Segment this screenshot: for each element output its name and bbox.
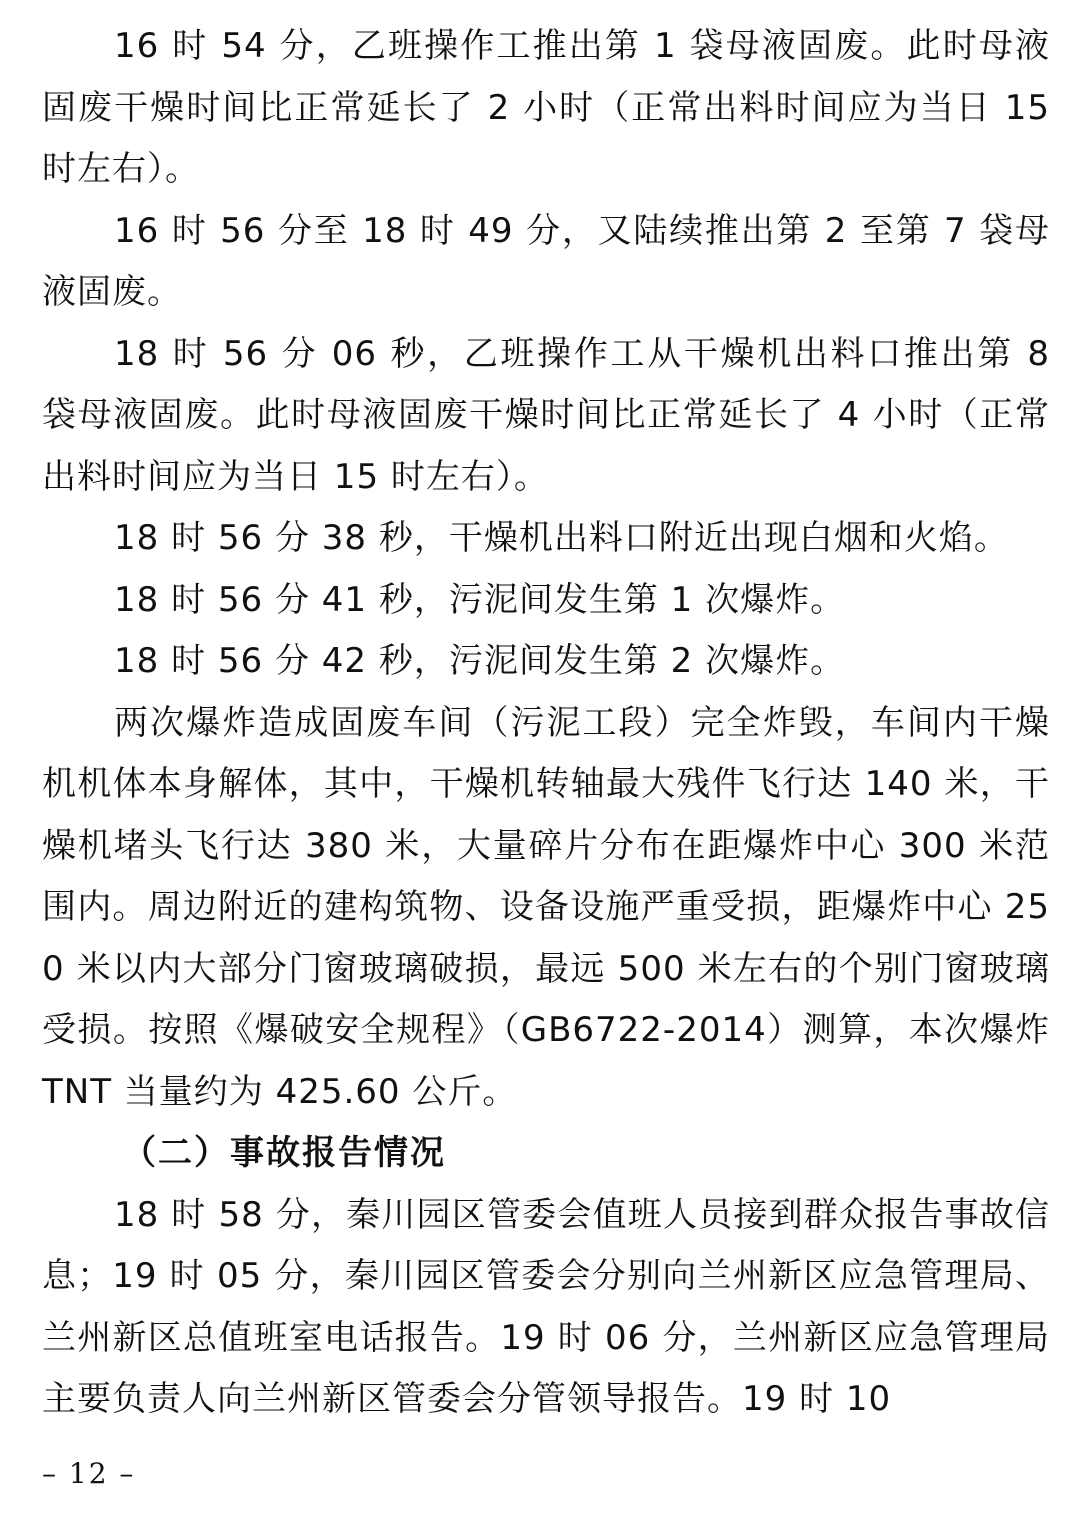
paragraph-eighth-bag: 18 时 56 分 06 秒，乙班操作工从干燥机出料口推出第 8 袋母液固废。此时母液固废干燥时间比正常延长了 4 小时（正常出料时间应为当日 15 时左右）。 bbox=[42, 333, 1050, 497]
paragraph-first-bag: 16 时 54 分，乙班操作工推出第 1 袋母液固废。此时母液固废干燥时间比正常延长了 2 小时（正常出料时间应为当日 15 时左右）。 bbox=[42, 26, 1050, 189]
paragraph-explosion-damage: 两次爆炸造成固废车间（污泥工段）完全炸毁，车间内干燥机机体本身解体，其中，干燥机转轴最大残件飞行达 140 米，干燥机堵头飞行达 380 米，大量碎片分布在距爆炸中心 300 米范围内。周边附近的建构筑物、设备设施严重受损，距爆炸中心 250 米以内大部分门窗玻璃破损，最远 500 米左右的个别门窗玻璃受损。按照《爆破安全规程》（GB6722-2014）测算，本次爆炸 TNT 当量约为 425.60 公斤。 bbox=[42, 702, 1050, 1112]
paragraph-first-explosion: 18 时 56 分 41 秒，污泥间发生第 1 次爆炸。 bbox=[114, 579, 846, 620]
paragraph-bags-2-to-7: 16 时 56 分至 18 时 49 分，又陆续推出第 2 至第 7 袋母液固废。 bbox=[42, 210, 1050, 312]
paragraph-accident-report: 18 时 58 分，秦川园区管委会值班人员接到群众报告事故信息；19 时 05 分，秦川园区管委会分别向兰州新区应急管理局、兰州新区总值班室电话报告。19 时 06 分，兰州新区应急管理局主要负责人向兰州新区管委会分管领导报告。19 时 10 bbox=[42, 1194, 1050, 1419]
section-heading: （二）事故报告情况 bbox=[122, 1133, 446, 1173]
document-body bbox=[42, 16, 1050, 1431]
paragraph-smoke-and-flame: 18 时 56 分 38 秒，干燥机出料口附近出现白烟和火焰。 bbox=[114, 518, 1009, 558]
paragraph-second-explosion: 18 时 56 分 42 秒，污泥间发生第 2 次爆炸。 bbox=[114, 641, 846, 681]
page-number: – 12 – bbox=[42, 1457, 136, 1490]
